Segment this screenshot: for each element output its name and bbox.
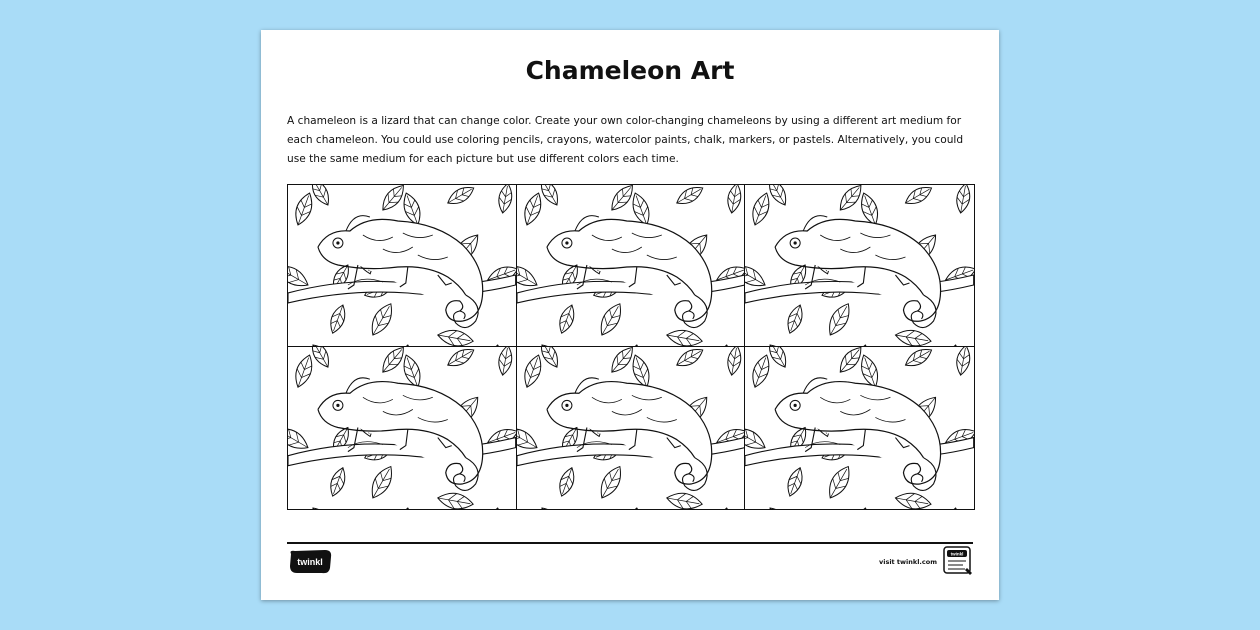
- coloring-panel-2: [517, 185, 746, 347]
- chameleon-line-art: [288, 185, 516, 346]
- chameleon-line-art: [745, 347, 974, 509]
- chameleon-line-art: [288, 347, 516, 509]
- coloring-panel-4: [288, 347, 517, 509]
- chameleon-line-art: [517, 185, 745, 346]
- coloring-panel-1: [288, 185, 517, 347]
- twinkl-badge-icon: [943, 546, 973, 576]
- twinkl-badge-text: twinkl: [950, 551, 964, 557]
- chameleon-line-art: [745, 185, 974, 346]
- coloring-panel-6: [745, 347, 974, 509]
- intro-paragraph: A chameleon is a lizard that can change color. Create your own color-changing chameleons by using a different art medium for each chameleon. You could use coloring pencils, crayons, watercolor paints, chalk, markers, or pastels. Alternatively, you could use the same medium for each picture but use different colors each time.: [287, 115, 964, 165]
- coloring-panel-3: [745, 185, 974, 347]
- twinkl-logo-text: twinkl: [297, 557, 323, 567]
- chameleon-line-art: [517, 347, 745, 509]
- coloring-panel-5: [517, 347, 746, 509]
- page-title: Chameleon Art: [525, 56, 735, 85]
- visit-link-text[interactable]: visit twinkl.com: [878, 558, 937, 566]
- twinkl-logo: [287, 548, 333, 576]
- coloring-grid: [287, 184, 975, 510]
- footer-divider: [287, 542, 973, 544]
- worksheet-page: [261, 30, 999, 600]
